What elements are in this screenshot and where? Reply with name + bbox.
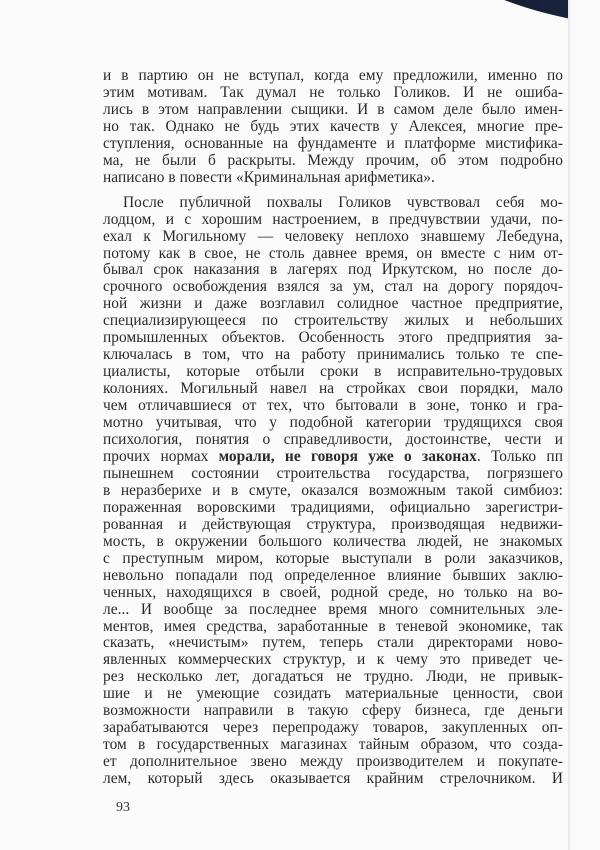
text-line: ключалась в том, что на работу принимались только те спе- [103,346,563,364]
text-line: написано в повести «Криминальная арифметика». [103,168,435,186]
bold-emphasis: морали, не говоря уже о законах [218,447,477,465]
text-line: пынешнем состоянии строительства государства, погрязшего [103,464,563,482]
text-line: лодцом, и с хорошим настроением, в предчувствии удачи, по- [103,210,563,228]
text-line: этим мотивам. Так думал не только Голиков. И не ошиба- [103,83,563,101]
text-line: возможности направили в такую сферу бизнеса, где деньги [103,702,563,720]
text-line: специализирующееся по строительству жилых и небольших [103,312,563,330]
text-line: промышленных объектов. Особенность этого предприятия за- [103,329,563,347]
text-line: зарабатываются через перепродажу товаров, закупленных оп- [103,719,563,737]
text-line: циалисты, которые отбыли сроки в исправительно-трудовых [103,363,563,381]
page-number: 93 [116,800,130,815]
book-page-text [103,68,563,788]
text-line: срочного освобождения взялся за ум, стал на дорогу порядоч- [103,278,563,296]
text-line: лись в этом направлении сыщики. И в самом деле было имен- [103,100,563,118]
text-line: том в государственных магазинах тайным образом, что созда- [103,736,563,754]
text-line: потому как в свое, не столь давнее время, он вместе с ним от- [103,244,563,262]
text-run: . Только пп [476,447,563,465]
paragraph-1 [103,68,563,187]
text-line: психология, понятия о справедливости, достоинстве, чести и [103,431,563,449]
paragraph-2 [103,195,563,788]
text-line: ментов, имея средства, заработанные в теневой экономике, так [103,617,563,635]
text-line: в неразберихе и в смуте, оказался возможным такой симбиоз: [103,481,563,499]
text-line: явленных коммерческих структур, и к чему это приведет че- [103,651,563,669]
text-line: с преступным миром, которые выступали в роли заказчиков, [103,549,563,567]
text-line: сказать, «нечистым» путем, теперь стали директорами ново- [103,634,563,652]
background-area [568,0,600,40]
text-line: и в партию он не вступал, когда ему предложили, именно по [103,67,563,84]
text-line: шие и не умеющие созидать материальные ценности, свои [103,685,563,703]
text-run: прочих нормах [103,447,219,465]
text-line: но так. Однако не будь этих качеств у Алексея, многие пре- [103,117,563,135]
text-line: колониях. Могильный навел на стройках свои порядки, мало [103,380,563,398]
text-line: чем отличавшиеся от тех, что бытовали в зоне, тонко и гра- [103,397,563,415]
text-line: пораженная воровскими традициями, официально зарегистри- [103,498,563,516]
text-line: бывал срок наказания в лагерях под Иркутском, но после до- [103,261,563,279]
text-line: рез несколько лет, догадаться не трудно. Люди, не привык- [103,668,563,686]
page-edge [568,0,571,850]
text-line: ле... И вообще за последнее время много сомнительных эле- [103,600,563,618]
text-line: невольно попадали под определенное влияние бывших заклю- [103,566,563,584]
text-line: ступления, основанные на фундаменте и платформе мистифика- [103,134,563,152]
text-line: ехал к Могильному — человеку неплохо знавшему Лебедуна, [103,227,563,245]
text-line: мотно учитывая, что у подобной категории трудящихся своя [103,414,563,432]
text-line: мость, в окружении большого количества людей, не знакомых [103,532,563,550]
text-line: рованная и действующая структура, производящая недвижи- [103,515,563,533]
text-line: ет дополнительное звено между производителем и покупате- [103,753,563,771]
text-line: ма, не были б раскрыты. Между прочим, об этом подробно [103,151,563,169]
text-line: ной жизни и даже возглавил солидное частное предприятие, [103,295,563,313]
text-line: После публичной похвалы Голиков чувствовал себя мо- [123,193,563,211]
text-line: лем, который здесь оказывается крайним стрелочником. И [103,770,563,788]
text-line-with-emphasis [103,449,563,466]
text-line: ченных, находящихся в своей, родной среде, но только на во- [103,583,563,601]
